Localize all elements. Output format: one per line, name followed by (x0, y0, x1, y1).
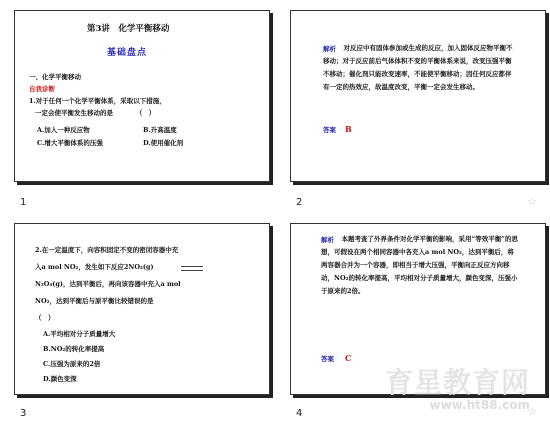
analysis-label: 解析 (321, 236, 334, 244)
section-heading: 一、化学平衡移动 (29, 73, 81, 81)
answer-blank: （ ） (35, 314, 55, 322)
star-icon: ☆ (527, 405, 537, 418)
slide-number: 1 (20, 197, 27, 208)
watermark-url: www.ht88.com (429, 398, 530, 412)
option-b: B.升高温度 (143, 126, 177, 134)
self-check-tag: 自我诊断 (29, 85, 55, 93)
option-a: A.平均相对分子质量增大 (43, 330, 116, 338)
answer-value: C (345, 353, 352, 363)
option-d: D.使用催化剂 (143, 139, 184, 147)
slide-1[interactable] (14, 10, 270, 182)
slide-number: 3 (20, 408, 27, 419)
question-text: 1.对于任何一个化学平衡体系，采取以下措施， (29, 97, 166, 105)
analysis-label: 解析 (323, 45, 336, 53)
watermark-text: 育星教育网 (384, 366, 530, 399)
option-b: B.NO₂的转化率提高 (43, 345, 105, 353)
question-text: 一定会使平衡发生移动的是 （ ） (35, 109, 156, 117)
slide-3[interactable] (14, 223, 270, 395)
slide-title: 第3讲 化学平衡移动 (87, 24, 170, 34)
answer-value: B (345, 124, 352, 134)
question-text: N₂O₄(g)，达到平衡后，再向该容器中充入a mol (35, 280, 181, 288)
watermark-logo (360, 368, 530, 412)
option-c: C.压强为原来的2倍 (43, 360, 101, 368)
analysis-text: 本题考查了外界条件对化学平衡的影响，采用“等效平衡”的思想，可假设在两个相同容器中各充入a mol NO₂，达到平衡后，将两容器合并为一个容器，即相当于增大压强，平衡向正反应方向移动，NO₂的转化率提高，平均相对分子质量增大，颜色变深，压强小于原来的2倍。 (321, 235, 518, 295)
option-a: A.加入一种反应物 (37, 126, 90, 134)
slide-number: 4 (296, 408, 303, 419)
slide-subtitle: 基础盘点 (107, 48, 148, 58)
question-text: NO₂，达到平衡后与原平衡比较错误的是 (35, 297, 154, 305)
answer-label: 答案 (321, 355, 334, 363)
option-d: D.颜色变深 (43, 375, 77, 383)
star-icon: ☆ (527, 195, 537, 208)
slide-2[interactable] (290, 10, 546, 182)
answer-label: 答案 (323, 126, 336, 134)
analysis-text: 对反应中有固体参加或生成的反应，加入固体反应物平衡不移动；对于反应前后气体体积不变的平衡体系来说，改变压强平衡不移动；催化剂只能改变速率，不能使平衡移动；因任何反应都伴有一定的热效应，故温度改变，平衡一定会发生移动。 (323, 44, 513, 91)
equilibrium-arrow-icon (181, 266, 203, 271)
slide-number: 2 (296, 197, 303, 208)
option-c: C.增大平衡体系的压强 (37, 139, 103, 147)
question-text: 2.在一定温度下，向容积固定不变的密闭容器中充 (35, 246, 179, 254)
question-text: 入a mol NO₂，发生如下反应2NO₂(g) (35, 263, 154, 271)
